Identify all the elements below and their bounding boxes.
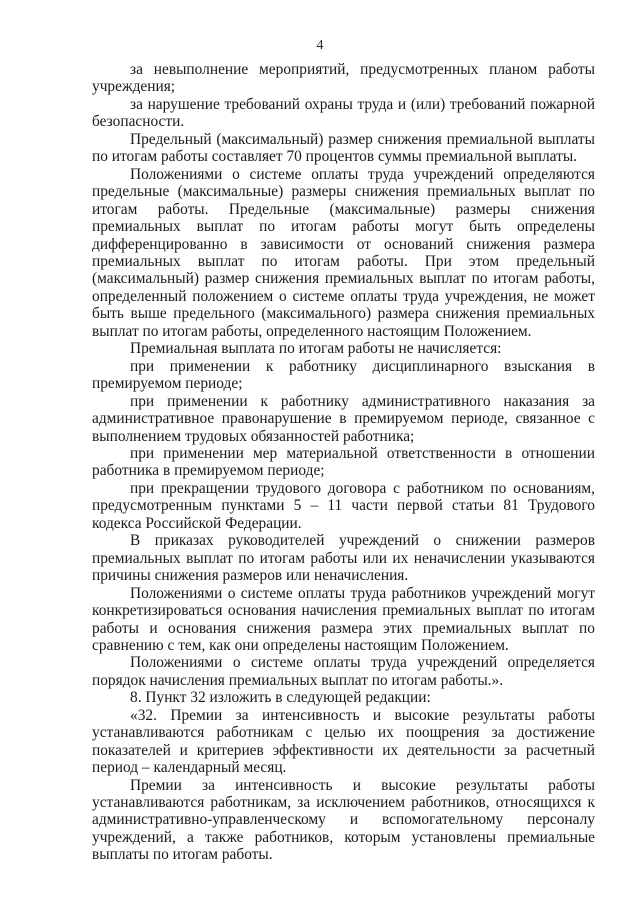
document-body bbox=[92, 61, 595, 864]
paragraph: Положениями о системе оплаты труда работников учреждений могут конкретизироваться основания начисления премиальных выплат по итогам работы и основания снижения размера этих премиальных выплат по сравнению с тем, как они определены настоящим Положением. bbox=[92, 584, 595, 654]
paragraph: при применении к работнику административного наказания за административное правонарушение в премируемом периоде, связанное с выполнением трудовых обязанностей работника; bbox=[92, 392, 595, 445]
paragraph: при применении мер материальной ответственности в отношении работника в премируемом периоде; bbox=[92, 444, 595, 480]
paragraph: при прекращении трудового договора с работником по основаниям, предусмотренным пунктами 5 – 11 части первой статьи 81 Трудового кодекса Российской Федерации. bbox=[92, 479, 595, 532]
paragraph: при применении к работнику дисциплинарного взыскания в премируемом периоде; bbox=[92, 357, 595, 393]
paragraph: «32. Премии за интенсивность и высокие результаты работы устанавливаются работникам с целью их поощрения за достижение показателей и критериев эффективности их деятельности за расчетный период – календарный месяц. bbox=[92, 706, 595, 777]
paragraph: за невыполнение мероприятий, предусмотренных планом работы учреждения; bbox=[92, 61, 595, 96]
paragraph: Премиальная выплата по итогам работы не начисляется: bbox=[130, 340, 502, 358]
paragraph: Премии за интенсивность и высокие результаты работы устанавливаются работникам, за исключением работников, относящихся к административно-управленческому и вспомогательному персоналу учреждений, а также работников, которым установлены премиальные выплаты по итогам работы. bbox=[92, 776, 595, 864]
paragraph: В приказах руководителей учреждений о снижении размеров премиальных выплат по итогам работы или их неначислении указываются причины снижения размеров или неначисления. bbox=[92, 532, 595, 585]
paragraph: Предельный (максимальный) размер снижения премиальной выплаты по итогам работы составляет 70 процентов суммы премиальной выплаты. bbox=[92, 130, 595, 166]
paragraph: 8. Пункт 32 изложить в следующей редакции: bbox=[130, 689, 431, 707]
paragraph: Положениями о системе оплаты труда учреждений определяются предельные (максимальные) размеры снижения премиальных выплат по итогам работы. Предельные (максимальные) размеры снижения премиальных выплат по итогам работы могут быть определены дифференцированно в зависимости от оснований снижения размера премиальных выплат по итогам работы. При этом предельный (максимальный) размер снижения премиальных выплат по итогам работы, определенный положением о системе оплаты труда учреждения, не может быть выше предельного (максимального) размера снижения премиальных выплат по итогам работы, определенного настоящим Положением. bbox=[92, 165, 595, 340]
page-number: 4 bbox=[316, 38, 324, 53]
paragraph: Положениями о системе оплаты труда учреждений определяется порядок начисления премиальных выплат по итогам работы.». bbox=[92, 654, 595, 689]
paragraph: за нарушение требований охраны труда и (или) требований пожарной безопасности. bbox=[92, 95, 595, 131]
